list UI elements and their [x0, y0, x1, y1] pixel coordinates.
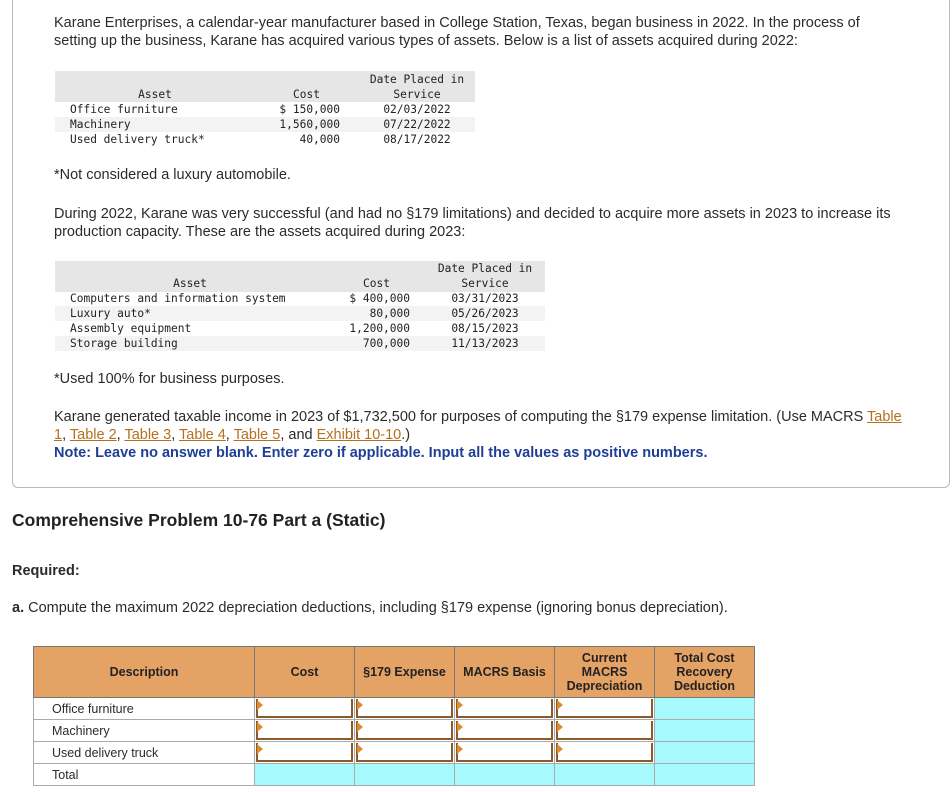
- link-table-2[interactable]: Table 2: [69, 427, 117, 443]
- header-179-expense: §179 Expense: [355, 647, 455, 698]
- total-row: [34, 764, 755, 786]
- assets-2023-row-date: 05/26/2023: [451, 307, 519, 320]
- assets-2023-row-asset: Luxury auto*: [70, 307, 151, 320]
- assets-2022-row-cost: 1,560,000: [279, 118, 340, 131]
- office-furniture-179-input[interactable]: [355, 698, 455, 720]
- header-current-macrs-depreciation: Current MACRS Depreciation: [555, 647, 655, 698]
- assets-2023-cost-header: Cost: [363, 277, 390, 290]
- machinery-179-input[interactable]: [355, 720, 455, 742]
- assets-2023-row-date: 11/13/2023: [451, 337, 519, 350]
- depreciation-answer-table: [33, 646, 755, 786]
- assets-2022-row-date: 02/03/2022: [383, 103, 451, 116]
- machinery-basis-input[interactable]: [455, 720, 555, 742]
- total-depreciation-cell: [555, 764, 655, 786]
- assets-2023-asset-header: Asset: [173, 277, 207, 290]
- truck-depreciation-input[interactable]: [555, 742, 655, 764]
- row-label-total: Total: [34, 764, 255, 786]
- assets-2022-row-cost: $ 150,000: [279, 103, 340, 116]
- assets-2023-row-cost: 80,000: [369, 307, 410, 320]
- paragraph-3: Karane generated taxable income in 2023 of $1,732,500 for purposes of computing the §179 expense limitation. (Use MACRS Table 1, Table 2, Table 3, Table 4, Table 5, and Exhibit 10-10.): [54, 409, 902, 443]
- machinery-cost-input[interactable]: [255, 720, 355, 742]
- question-a: [12, 600, 728, 616]
- assets-2022-row-asset: Machinery: [70, 118, 131, 131]
- question-text: Compute the maximum 2022 depreciation deductions, including §179 expense (ignoring bonus depreciation).: [28, 600, 728, 616]
- header-macrs-basis: MACRS Basis: [455, 647, 555, 698]
- question-letter: a.: [12, 600, 25, 616]
- assets-2023-row-asset: Computers and information system: [70, 292, 286, 305]
- office-furniture-basis-input[interactable]: [455, 698, 555, 720]
- assets-2022-date-header-2: Service: [393, 88, 441, 101]
- link-table-1[interactable]: Table 1: [54, 409, 902, 443]
- row-label-machinery: Machinery: [34, 720, 255, 742]
- assets-2023-date-header-2: Service: [461, 277, 509, 290]
- assets-2022-date-header-1: Date Placed in: [369, 73, 465, 86]
- table-row: [34, 698, 755, 720]
- total-basis-cell: [455, 764, 555, 786]
- assets-2022-row-date: 08/17/2022: [383, 133, 451, 146]
- row-label-used-delivery-truck: Used delivery truck: [34, 742, 255, 764]
- assets-2023-row-asset: Storage building: [70, 337, 178, 350]
- link-table-4[interactable]: Table 4: [179, 427, 226, 443]
- assets-2023-date-header-1: Date Placed in: [437, 262, 533, 275]
- problem-title: Comprehensive Problem 10-76 Part a (Static): [12, 510, 386, 530]
- row-label-office-furniture: Office furniture: [34, 698, 255, 720]
- assets-2022-row-asset: Office furniture: [70, 103, 178, 116]
- total-cost-cell: [255, 764, 355, 786]
- assets-2022-cost-header: Cost: [293, 88, 320, 101]
- assets-2023-row-date: 03/31/2023: [451, 292, 519, 305]
- total-179-cell: [355, 764, 455, 786]
- intro-paragraph: Karane Enterprises, a calendar-year manufacturer based in College Station, Texas, began business in 2022. In the process of setting up the business, Karane has acquired various types of assets. Below is a list of assets acquired during 2022:: [54, 15, 860, 49]
- truck-cost-input[interactable]: [255, 742, 355, 764]
- assets-2022-asset-header: Asset: [138, 88, 172, 101]
- footnote-2023: *Used 100% for business purposes.: [54, 371, 285, 387]
- header-description: Description: [34, 647, 255, 698]
- assets-2022-row-cost: 40,000: [299, 133, 340, 146]
- assets-2023-row-cost: 700,000: [362, 337, 410, 350]
- assets-2023-row-cost: 1,200,000: [349, 322, 410, 335]
- office-furniture-depreciation-input[interactable]: [555, 698, 655, 720]
- table-row: [34, 742, 755, 764]
- office-furniture-cost-input[interactable]: [255, 698, 355, 720]
- assets-2023-row-cost: $ 400,000: [349, 292, 410, 305]
- truck-total-cell: [655, 742, 755, 764]
- machinery-depreciation-input[interactable]: [555, 720, 655, 742]
- truck-basis-input[interactable]: [455, 742, 555, 764]
- total-deduction-cell: [655, 764, 755, 786]
- assets-2023-row-asset: Assembly equipment: [70, 322, 192, 335]
- header-total-cost-recovery-deduction: Total Cost Recovery Deduction: [655, 647, 755, 698]
- truck-179-input[interactable]: [355, 742, 455, 764]
- paragraph-3-text: Karane generated taxable income in 2023 of $1,732,500 for purposes of computing the §179 expense limitation. (Use MACRS: [54, 409, 868, 425]
- machinery-total-cell: [655, 720, 755, 742]
- required-label: Required:: [12, 563, 80, 579]
- assets-2022-row-date: 07/22/2022: [383, 118, 451, 131]
- link-table-5[interactable]: Table 5: [233, 427, 281, 443]
- footnote-2022: *Not considered a luxury automobile.: [54, 167, 291, 183]
- assets-2022-row-asset: Used delivery truck*: [70, 133, 205, 146]
- instruction-note: Note: Leave no answer blank. Enter zero if applicable. Input all the values as positive numbers.: [54, 445, 708, 461]
- office-furniture-total-cell: [655, 698, 755, 720]
- link-exhibit-10-10[interactable]: Exhibit 10-10: [316, 427, 402, 443]
- assets-2023-row-date: 08/15/2023: [451, 322, 519, 335]
- paragraph-2: During 2022, Karane was very successful (and had no §179 limitations) and decided to acquire more assets in 2023 to increase its production capacity. These are the assets acquired during 2023:: [54, 206, 891, 240]
- header-row: [34, 647, 755, 698]
- link-table-3[interactable]: Table 3: [124, 427, 172, 443]
- table-row: [34, 720, 755, 742]
- header-cost: Cost: [255, 647, 355, 698]
